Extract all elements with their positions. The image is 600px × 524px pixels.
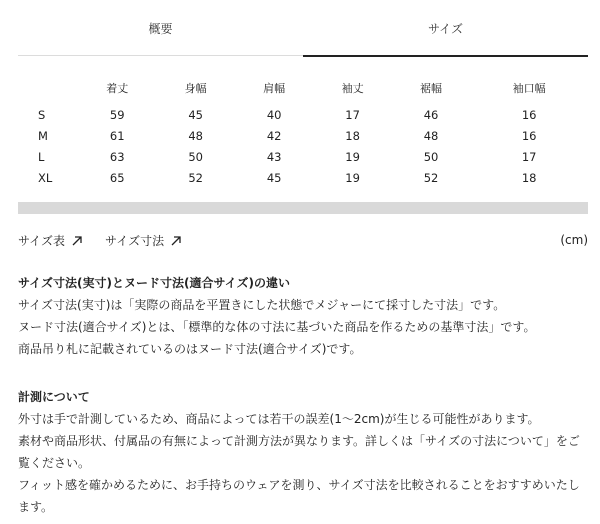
size-dimensions-link-label: サイズ寸法 [105, 234, 165, 248]
table-cell: 48 [423, 128, 439, 143]
table-cell: 19 [345, 149, 360, 164]
table-row [18, 146, 588, 167]
table-cell: 16 [521, 107, 537, 122]
table-cell: 59 [109, 107, 125, 122]
table-header-cell: 裾幅 [420, 82, 443, 95]
table-cell: 43 [266, 149, 282, 164]
section-text: ヌード寸法(適合サイズ)とは、「標準的な体の寸法に基づいた商品を作るための基準寸法」です。 [18, 320, 536, 334]
tab-bar [18, 0, 588, 56]
table-cell: 40 [266, 107, 282, 122]
section-text: フィット感を確かめるために、お手持ちのウェアを測り、サイズ寸法を比較されることをおすすめいたします。 [18, 478, 580, 514]
arrow-up-right-icon [170, 235, 182, 247]
unit-label: (cm) [560, 233, 588, 247]
table-cell: 45 [266, 170, 282, 185]
size-links [18, 232, 182, 249]
table-cell: 19 [345, 170, 360, 185]
size-label-cell: XL [38, 170, 53, 185]
table-cell: 18 [345, 128, 360, 143]
table-cell: 17 [345, 107, 360, 122]
table-cell: 50 [188, 149, 203, 164]
table-cell: 46 [423, 107, 439, 122]
table-cell: 16 [521, 128, 537, 143]
section-text: 外寸は手で計測しているため、商品によっては若干の誤差(1〜2cm)が生じる可能性があります。 [18, 412, 540, 426]
table-cell: 42 [266, 128, 282, 143]
table-header-cell [18, 72, 78, 104]
size-dimensions-link[interactable] [105, 232, 182, 249]
size-chart-link-label: サイズ表 [18, 234, 66, 248]
table-cell: 65 [109, 170, 125, 185]
table-cell: 61 [109, 128, 125, 143]
size-chart-link[interactable] [18, 232, 83, 249]
size-table [18, 72, 588, 188]
measurement-difference-section [18, 272, 588, 360]
size-label-cell: S [38, 107, 46, 122]
horizontal-scrollbar[interactable] [18, 202, 588, 214]
measurement-notes-section [18, 386, 588, 518]
section-title: サイズ寸法(実寸)とヌード寸法(適合サイズ)の違い [18, 276, 291, 290]
table-header-cell: 身幅 [184, 82, 207, 95]
tab-size[interactable]: サイズ [303, 0, 588, 56]
table-cell: 18 [521, 170, 537, 185]
table-row [18, 125, 588, 146]
table-cell: 50 [423, 149, 439, 164]
section-title: 計測について [18, 390, 90, 404]
section-text: 素材や商品形状、付属品の有無によって計測方法が異なります。詳しくは「サイズの寸法について」をご覧ください。 [18, 434, 580, 470]
table-cell: 48 [188, 128, 203, 143]
tab-overview[interactable]: 概要 [148, 21, 173, 36]
section-text: サイズ寸法(実寸)は「実際の商品を平置きにした状態でメジャーにて採寸した寸法」です。 [18, 298, 506, 312]
size-label-cell: L [38, 149, 45, 164]
arrow-up-right-icon [71, 235, 83, 247]
table-header-cell: 肩幅 [263, 82, 286, 95]
table-cell: 52 [423, 170, 439, 185]
table-header-cell: 袖口幅 [512, 82, 546, 95]
table-cell: 45 [188, 107, 203, 122]
table-row [18, 167, 588, 188]
table-row [18, 104, 588, 125]
section-text: 商品吊り札に記載されているのはヌード寸法(適合サイズ)です。 [18, 342, 362, 356]
table-header-row [18, 72, 588, 104]
table-cell: 63 [109, 149, 125, 164]
table-header-cell: 着丈 [106, 82, 129, 95]
table-cell: 52 [188, 170, 203, 185]
table-cell: 17 [521, 149, 537, 164]
size-label-cell: M [38, 128, 48, 143]
table-header-cell: 袖丈 [341, 82, 364, 95]
